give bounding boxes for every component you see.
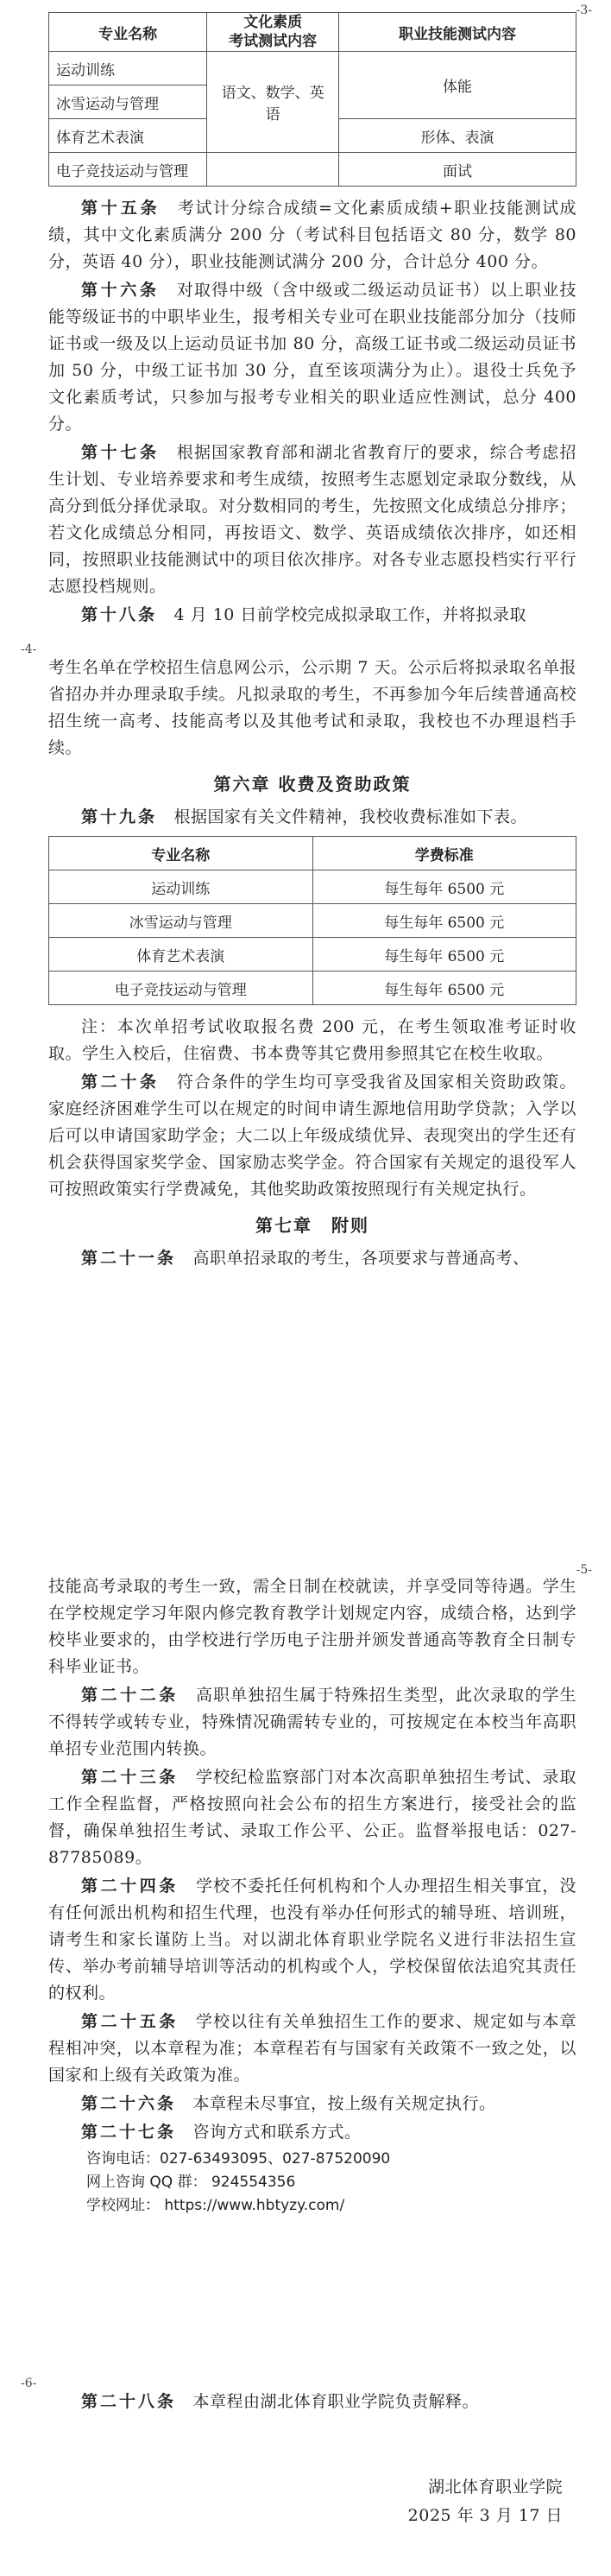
page-number: -3- [576, 3, 592, 17]
article-20 [48, 1069, 576, 1203]
article-28 [48, 2389, 576, 2415]
article-text: 根据国家教育部和湖北省教育厅的要求，综合考虑招生计划、专业培养要求和考生成绩，按照考生志愿划定录取分数线，从高分到低分择优录取。对分数相同的考生，先按照文化成绩总分排序；若文化成绩总分相同，再按语文、数学、英语成绩依次排序，如还相同，按照职业技能测试中的项目依次排序。对各专业志愿投档实行平行志愿投档规则。 [48, 443, 576, 596]
article-18-part1 [48, 602, 576, 629]
table-header-row [49, 13, 576, 52]
table-cell: 体能 [339, 52, 576, 119]
tuition-table [48, 836, 576, 1005]
chapter-6-title: 第六章 收费及资助政策 [213, 774, 412, 794]
article-title: 第二十四条 [81, 1877, 179, 1896]
page-6-body [48, 2389, 576, 2531]
contact-qq: 网上咨询 QQ 群： 924554356 [86, 2174, 296, 2191]
table-cell: 体育艺术表演 [49, 938, 313, 972]
article-text: 本章程由湖北体育职业学院负责解释。 [192, 2392, 480, 2411]
article-title: 第二十六条 [81, 2094, 177, 2113]
article-title: 第十五条 [81, 199, 161, 218]
table-cell: 运动训练 [49, 52, 207, 85]
article-text: 考试计分综合成绩=文化素质成绩+职业技能测试成绩，其中文化素质满分 200 分（考试科目包括语文 80 分，数学 80 分，英语 40 分），职业技能测试满分 200 分，合计总分 400 分。 [48, 199, 576, 271]
article-25 [48, 2009, 576, 2089]
table-row [49, 972, 576, 1005]
article-title: 第十八条 [81, 605, 158, 624]
table-row [49, 938, 576, 972]
signature-org: 湖北体育职业学院 [427, 2478, 563, 2497]
table-cell: 形体、表演 [339, 119, 576, 153]
article-title: 第十六条 [81, 281, 160, 300]
article-18-part2: 考生名单在学校招生信息网公示，公示期 7 天。公示后将拟录取名单报省招办并办理录取手续。凡拟录取的考生，不再参加今年后续普通高校招生统一高考、技能高考以及其他考试和录取，我校也不办理退档手续。 [48, 658, 576, 757]
table-header: 专业名称 [49, 13, 207, 52]
table-cell: 运动训练 [49, 870, 313, 904]
article-21-part1 [48, 1245, 576, 1272]
signature-date: 2025 年 3 月 17 日 [407, 2506, 563, 2525]
article-text: 学校以往有关单独招生工作的要求、规定如与本章程相冲突，以本章程为准；本章程若有与国家有关政策不一致之处，以国家和上级有关政策为准。 [48, 2012, 576, 2085]
page-number: -4- [21, 642, 37, 656]
page-5-body [48, 1573, 576, 2218]
article-22 [48, 1682, 576, 1763]
article-text: 符合条件的学生均可享受我省及国家相关资助政策。家庭经济困难学生可以在规定的时间申请生源地信用助学贷款；入学以后可以申请国家助学金；大二以上年级成绩优异、表现突出的学生还有机会获得国家奖学金、国家励志奖学金。符合国家有关规定的退役军人可按照政策实行学费减免，其他奖助政策按照现行有关规定执行。 [48, 1073, 576, 1199]
article-17 [48, 440, 576, 600]
fee-note: 注：本次单招考试收取报名费 200 元，在考生领取准考证时收取。学生入校后，住宿费、书本费等其它费用参照其它在校生收取。 [48, 1017, 576, 1063]
table-header: 职业技能测试内容 [339, 13, 576, 52]
table-header: 文化素质 考试测试内容 [207, 13, 339, 52]
table-cell: 语文、数学、英语 [207, 52, 339, 153]
article-text: 4 月 10 日前学校完成拟录取工作，并将拟录取 [173, 605, 526, 624]
table-cell: 冰雪运动与管理 [49, 904, 313, 938]
article-15 [48, 195, 576, 275]
article-21-part2: 技能高考录取的考生一致，需全日制在校就读，并享受同等待遇。学生在学校规定学习年限内修完教育教学计划规定内容，成绩合格，达到学校毕业要求的，由学校进行学历电子注册并颁发普通高等教育全日制专科毕业证书。 [48, 1577, 576, 1676]
table-cell: 每生每年 6500 元 [312, 972, 576, 1005]
article-text: 本章程未尽事宜，按上级有关规定执行。 [192, 2094, 496, 2113]
article-26 [48, 2091, 576, 2117]
article-text: 咨询方式和联系方式。 [192, 2123, 362, 2142]
table-row [49, 52, 576, 85]
article-24 [48, 1873, 576, 2007]
table-cell: 体育艺术表演 [49, 119, 207, 153]
table-header: 学费标准 [312, 837, 576, 870]
table-cell: 电子竞技运动与管理 [49, 972, 313, 1005]
article-text: 学校不委托任何机构和个人办理招生相关事宜，没有任何派出机构和招生代理，也没有举办任何形式的辅导班、培训班，请考生和家长谨防上当。对以湖北体育职业学院名义进行非法招生宣传、举办考前辅导培训等活动的机构或个人，学校保留依法追究其责任的权利。 [48, 1877, 576, 2003]
article-27 [48, 2119, 576, 2146]
article-text: 对取得中级（含中级或二级运动员证书）以上职业技能等级证书的中职毕业生，报考相关专业可在职业技能部分加分（技师证书或一级及以上运动员证书加 80 分，高级工证书或二级运动员证书加 50 分，中级工证书加 30 分，直至该项满分为止）。退役士兵免予文化素质考试，只参加与报考专业相关的职业适应性测试，总分 400 分。 [48, 281, 576, 434]
table-header: 专业名称 [49, 837, 313, 870]
exam-content-table [48, 12, 576, 187]
article-text: 高职单独招生属于特殊招生类型，此次录取的学生不得转学或转专业，特殊情况确需转专业的，可按规定在本校当年高职单招专业范围内转换。 [48, 1686, 576, 1758]
page-number: -6- [21, 2377, 37, 2390]
article-16 [48, 277, 576, 438]
page-3-body [48, 12, 576, 630]
page-4-body [48, 655, 576, 1274]
contact-phone: 咨询电话：027-63493095、027-87520090 [86, 2150, 391, 2168]
table-row [49, 904, 576, 938]
article-title: 第二十二条 [81, 1686, 179, 1705]
chapter-7-title: 第七章 附则 [255, 1215, 369, 1236]
article-title: 第二十八条 [81, 2392, 177, 2411]
article-23 [48, 1764, 576, 1871]
table-cell: 冰雪运动与管理 [49, 85, 207, 119]
article-title: 第十七条 [81, 443, 160, 462]
article-title: 第十九条 [81, 807, 158, 826]
article-title: 第二十五条 [81, 2012, 179, 2031]
contact-website[interactable]: 学校网址： https://www.hbtyzy.com/ [86, 2197, 345, 2214]
article-text: 学校纪检监察部门对本次高职单独招生考试、录取工作全程监督，严格按照向社会公布的招生方案进行，接受社会的监督，确保单独招生考试、录取工作公平、公正。监督举报电话：027-87785089。 [48, 1768, 576, 1867]
article-title: 第二十条 [81, 1073, 160, 1092]
table-row [49, 870, 576, 904]
table-cell: 每生每年 6500 元 [312, 904, 576, 938]
table-header-row [49, 837, 576, 870]
table-cell: 每生每年 6500 元 [312, 938, 576, 972]
article-title: 第二十三条 [81, 1768, 179, 1787]
table-cell [207, 153, 339, 187]
table-cell: 每生每年 6500 元 [312, 870, 576, 904]
page-number: -5- [576, 1563, 592, 1577]
table-row [49, 153, 576, 187]
article-text: 高职单招录取的考生，各项要求与普通高考、 [192, 1249, 530, 1268]
table-cell: 电子竞技运动与管理 [49, 153, 207, 187]
article-title: 第二十一条 [81, 1249, 177, 1268]
article-text: 根据国家有关文件精神，我校收费标准如下表。 [173, 807, 528, 826]
article-19 [48, 804, 576, 831]
article-title: 第二十七条 [81, 2123, 177, 2142]
table-cell: 面试 [339, 153, 576, 187]
